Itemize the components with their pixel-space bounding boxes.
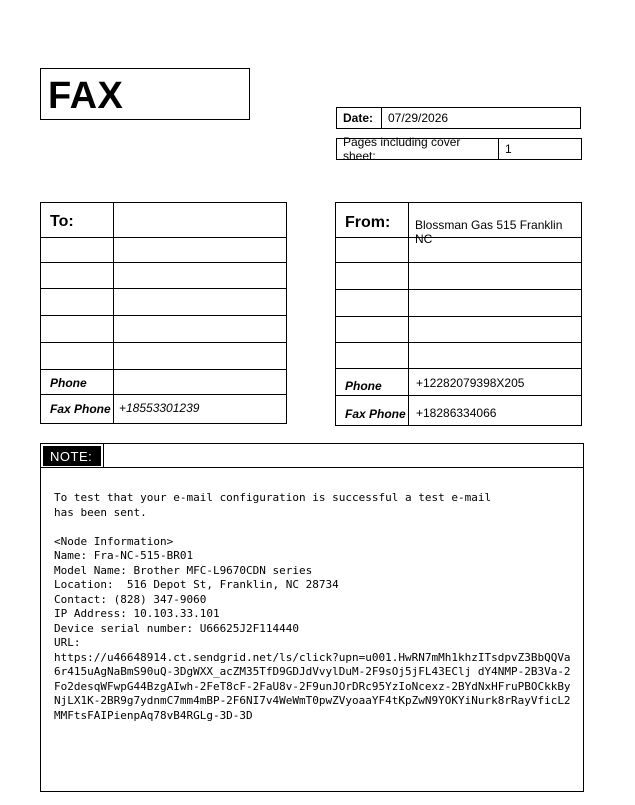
- to-phone-row: [41, 370, 286, 395]
- from-fax-row: [336, 396, 581, 427]
- to-header-row: [41, 203, 286, 238]
- fax-title-box: [40, 68, 250, 120]
- to-blank-row: [41, 238, 286, 263]
- to-fax-value: +18553301239: [119, 401, 200, 415]
- from-blank-row: [336, 317, 581, 343]
- note-body: To test that your e-mail configuration is successful a test e-mail has been sent. <Node Information> Name: Fra-NC-515-BR01 Model Name: Brother MFC-L9670CDN series Location: 516 Depot St, Franklin, NC 28734 Contact: (828) 347-9060 IP Address: 10.103.33.101 Device serial number: U66625J2F114440 URL: https://u46648914.ct.sendgrid.net/ls/click?upn=u001.HwRN7mMh1khzITsdpvZ3BbQQVa6r415uAgNaBmS90uQ-3DgWXX_acZM35TfD9GDJdVvylDuM-2F9sOj5jFL43EClj dY4NMP-2B3Va-2Fo2desqWFwpG44BzgAIwh-2FeT8cF-2FaU8v-2F9unJOrDRc95YzIoNcexz-2BYdNxHFruPBOCkkByNjLX1K-2BR9g7ydnmC7mm4mBP-2F6NI7v4WeWmT0pwZVyoaaYF4tKpZwN9YOKYiNurk8rRayVficL2MMFtsFAIPienpAq78vB4RGLg-3D-3D: [54, 491, 571, 722]
- from-blank-row: [336, 263, 581, 290]
- note-label: NOTE:: [43, 446, 101, 466]
- fax-title: FAX: [48, 75, 124, 117]
- pages-value: 1: [505, 142, 512, 156]
- date-value: 07/29/2026: [388, 111, 449, 125]
- note-section: [40, 443, 584, 792]
- to-phone-label: Phone: [50, 376, 87, 390]
- to-header: To:: [50, 213, 74, 230]
- from-phone-value: +12282079398X205: [416, 376, 525, 390]
- from-blank-row: [336, 238, 581, 263]
- from-header: From:: [345, 214, 391, 231]
- to-blank-row: [41, 316, 286, 343]
- from-blank-row: [336, 343, 581, 369]
- pages-row: [336, 135, 582, 163]
- to-blank-row: [41, 289, 286, 316]
- note-header-divider: [103, 444, 104, 467]
- from-blank-row: [336, 290, 581, 317]
- to-fax-label: Fax Phone: [50, 402, 111, 416]
- to-blank-row: [41, 263, 286, 289]
- from-phone-row: [336, 369, 581, 396]
- date-row: [336, 107, 581, 129]
- pages-label: Pages including cover sheet:: [337, 139, 499, 159]
- from-section: [335, 202, 582, 426]
- from-header-row: [336, 203, 581, 246]
- from-name: Blossman Gas 515 Franklin NC: [415, 218, 563, 246]
- from-fax-label: Fax Phone: [345, 407, 406, 421]
- date-label: Date:: [337, 108, 382, 128]
- from-phone-label: Phone: [345, 379, 382, 393]
- to-section: [40, 202, 287, 424]
- from-fax-value: +18286334066: [416, 406, 497, 420]
- to-fax-row: [41, 395, 286, 425]
- to-blank-row: [41, 343, 286, 370]
- note-header: [41, 444, 583, 468]
